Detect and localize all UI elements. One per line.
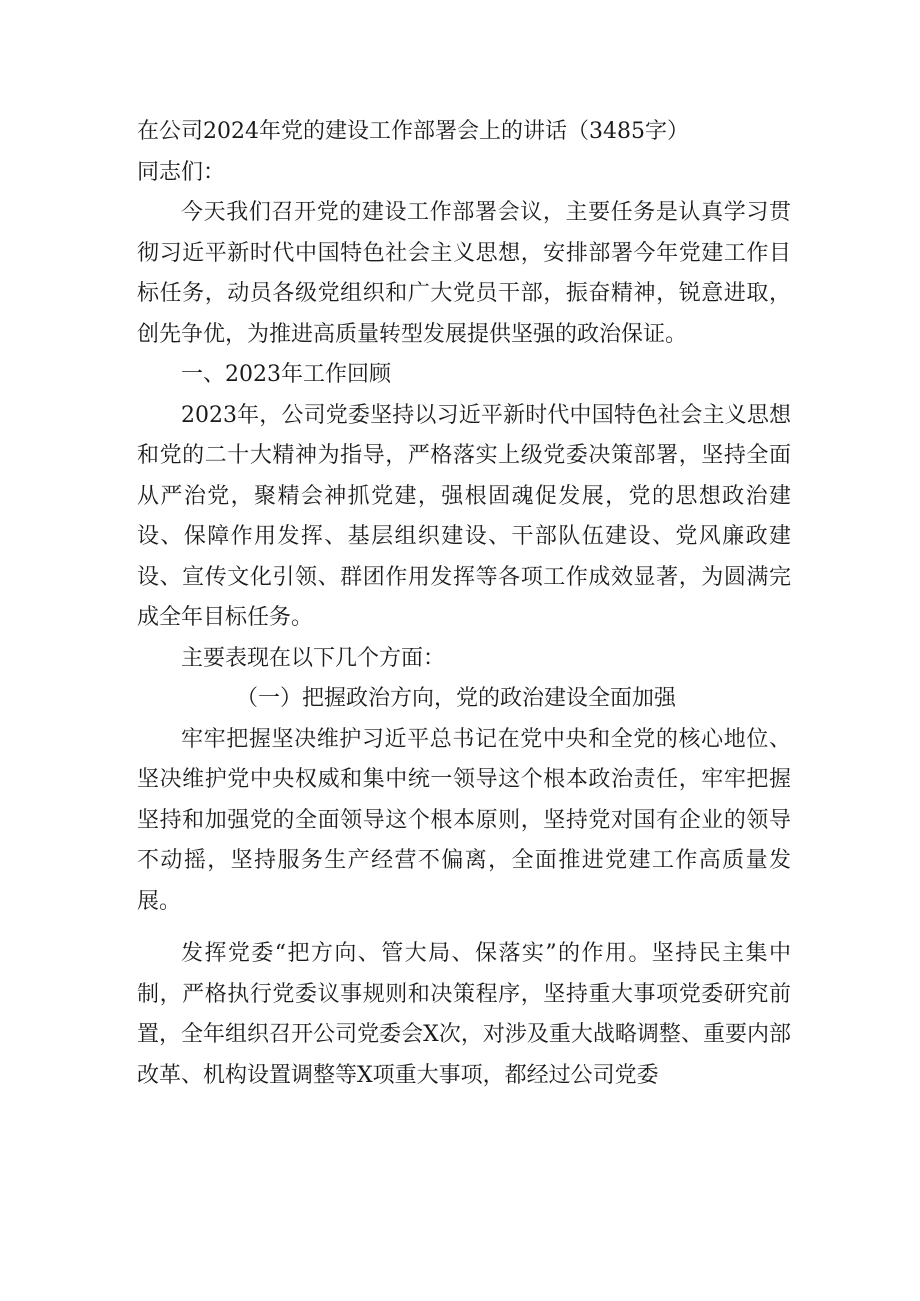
section-heading-review: 一、2023年工作回顾	[181, 362, 391, 387]
salutation: 同志们：	[137, 159, 226, 185]
document-title: 在公司2024年党的建设工作部署会上的讲话（3485字）	[137, 119, 689, 144]
party-committee-paragraph: 发挥党委“把方向、管大局、保落实”的作用。坚持民主集中制，严格执行党委议事规则和决策程序，坚持重大事项党委研究前置，全年组织召开公司党委会X次，对涉及重大战略调整、重要内部改革、机构设置调整等X项重大事项，都经过公司党委	[137, 941, 791, 1088]
intro-paragraph: 今天我们召开党的建设工作部署会议，主要任务是认真学习贯彻习近平新时代中国特色社会主义思想，安排部署今年党建工作目标任务，动员各级党组织和广大党员干部，振奋精神，锐意进取，创先争优，为推进高质量转型发展提供坚强的政治保证。	[137, 200, 791, 347]
subsection-heading-political: （一）把握政治方向，党的政治建设全面加强	[236, 686, 677, 711]
political-paragraph: 牢牢把握坚决维护习近平总书记在党中央和全党的核心地位、坚决维护党中央权威和集中统一领导这个根本政治责任，牢牢把握坚持和加强党的全面领导这个根本原则，坚持党对国有企业的领导不动摇，坚持服务生产经营不偏离，全面推进党建工作高质量发展。	[137, 726, 791, 914]
document-body	[137, 112, 791, 1096]
aspects-intro: 主要表现在以下几个方面：	[181, 645, 446, 671]
review-paragraph: 2023年，公司党委坚持以习近平新时代中国特色社会主义思想和党的二十大精神为指导，严格落实上级党委决策部署，坚持全面从严治党，聚精会神抓党建，强根固魂促发展，党的思想政治建设、保障作用发挥、基层组织建设、干部队伍建设、党风廉政建设、宣传文化引领、群团作用发挥等各项工作成效显著，为圆满完成全年目标任务。	[137, 402, 791, 630]
